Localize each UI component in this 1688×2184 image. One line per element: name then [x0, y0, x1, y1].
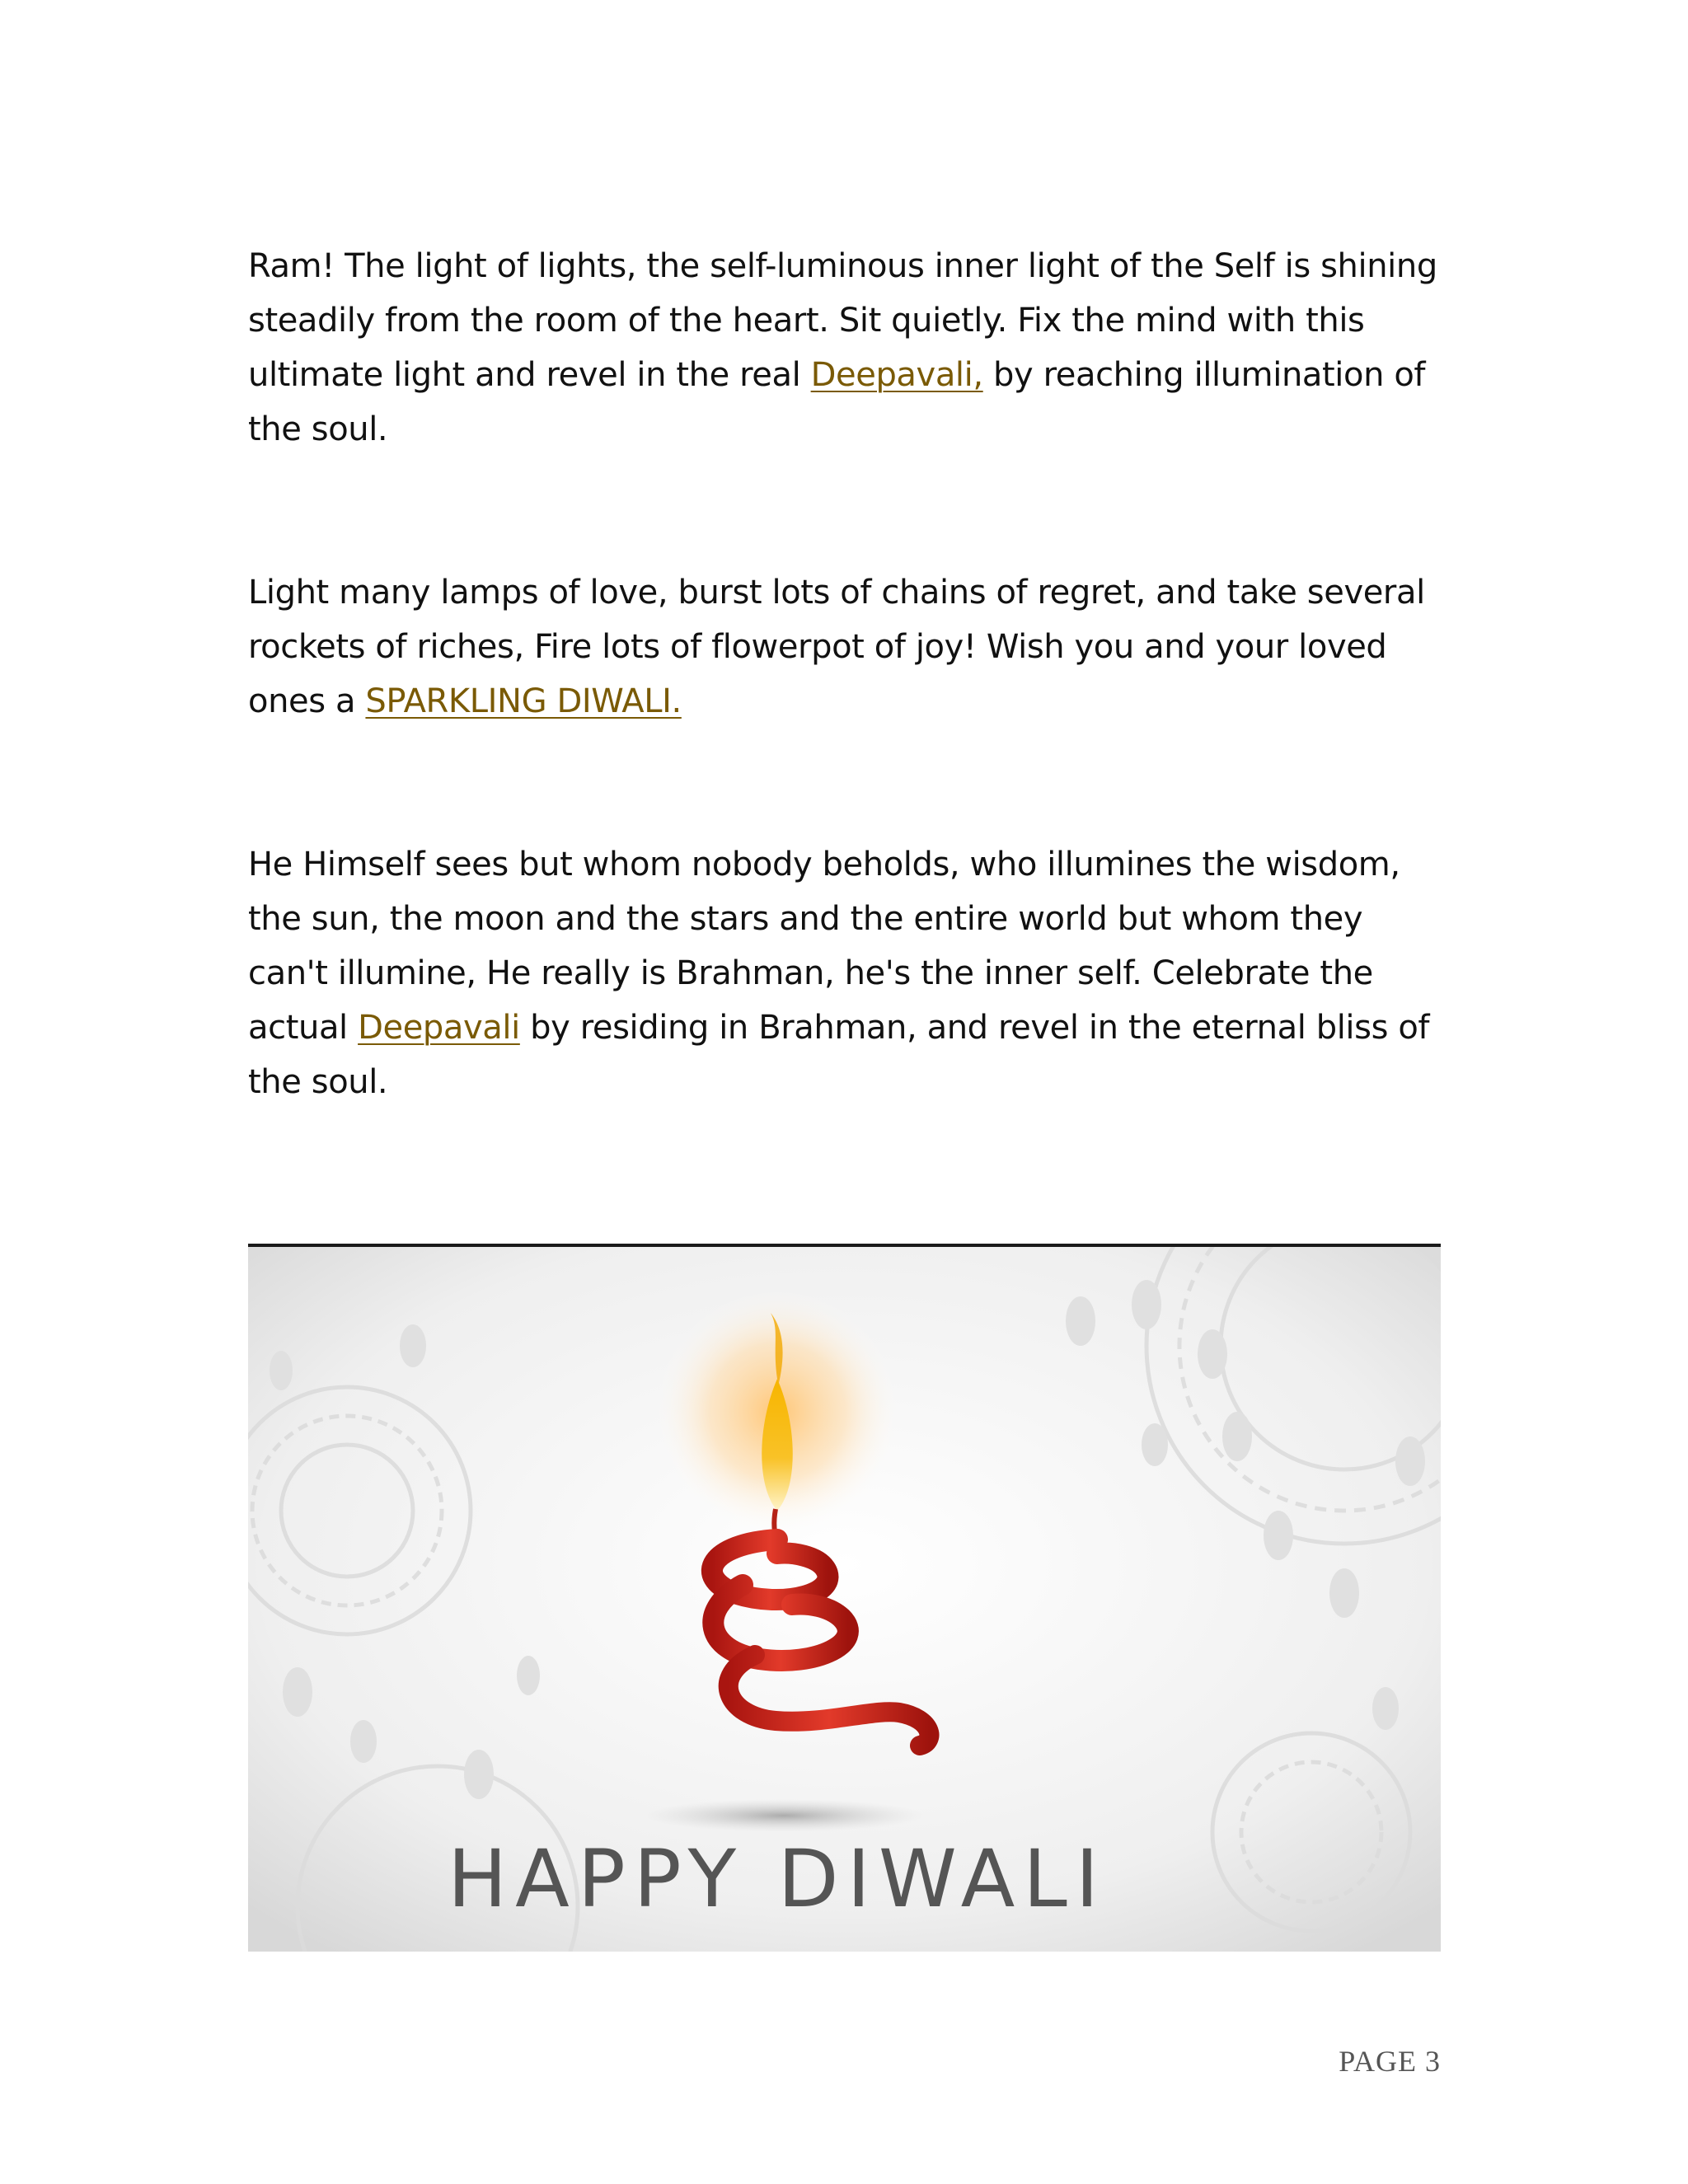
happy-diwali-image: [248, 1247, 1441, 1952]
paragraph-1: [248, 239, 1441, 457]
paragraph-2: [248, 565, 1441, 729]
paragraph-3: [248, 837, 1441, 1109]
page-content: [248, 239, 1441, 1109]
sparkling-diwali-link[interactable]: SPARKLING DIWALI.: [365, 682, 682, 720]
page-number: PAGE 3: [1339, 2045, 1441, 2078]
paragraph-1-text-after: by reaching illumination of the soul.: [248, 356, 1426, 448]
happy-diwali-caption: HAPPY DIWALI: [447, 1833, 1108, 1925]
diwali-greeting-illustration: [248, 1247, 1441, 1952]
deepavali-link-1[interactable]: Deepavali,: [810, 356, 983, 394]
lamp-shadow: [644, 1799, 924, 1832]
paragraph-3-text-before: He Himself sees but whom nobody beholds, who illumines the wisdom, the sun, the moon and the stars and the entire world but whom they can't illumine, He really is Brahman, he's the inner self. Celebrate the actual: [248, 846, 1400, 1047]
deepavali-link-2[interactable]: Deepavali: [358, 1009, 520, 1047]
paragraph-3-text-after: by residing in Brahman, and revel in the eternal bliss of the soul.: [248, 1009, 1430, 1101]
paragraph-2-text-before: Light many lamps of love, burst lots of chains of regret, and take several rockets of riches, Fire lots of flowerpot of joy! Wish you and your loved ones a: [248, 574, 1425, 720]
paragraph-1-text-before: Ram! The light of lights, the self-luminous inner light of the Self is shining steadily from the room of the heart. Sit quietly. Fix the mind with this ultimate light and revel in the real: [248, 247, 1437, 394]
